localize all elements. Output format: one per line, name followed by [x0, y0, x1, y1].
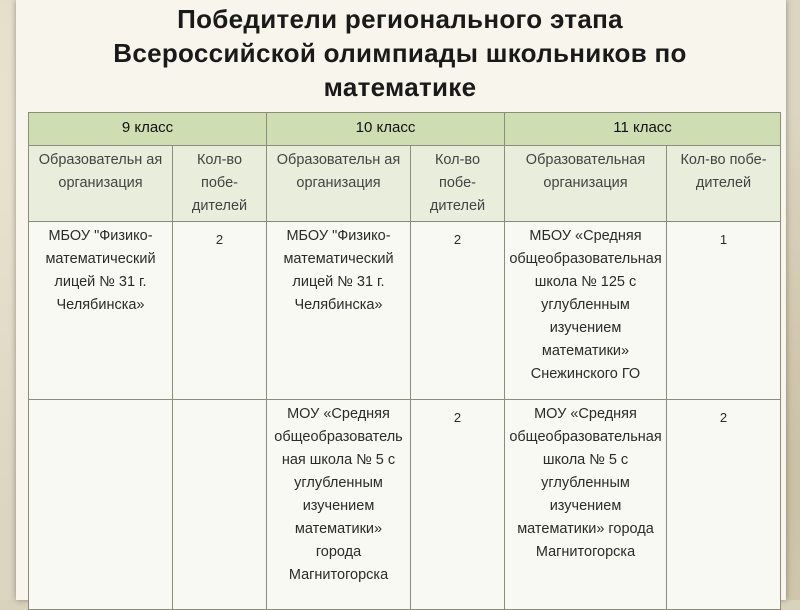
g9-org-cell: МБОУ "Физико-математический лицей № 31 г. Челябинска» — [29, 222, 173, 400]
g9-count-header: Кол-во побе-дителей — [173, 146, 267, 222]
grade-11-header: 11 класс — [505, 113, 781, 146]
g9-org-header: Образовательн ая организация — [29, 146, 173, 222]
table-row — [29, 400, 781, 610]
column-header-row — [29, 146, 781, 222]
g11-org-cell: МБОУ «Средняя общеобразовательная школа № 125 с углубленным изучением математики» Снежинского ГО — [505, 222, 667, 400]
grade-10-header: 10 класс — [267, 113, 505, 146]
table-row — [29, 222, 781, 400]
g11-count-cell: 2 — [667, 400, 781, 610]
title-line-3: математике — [323, 72, 477, 102]
slide-title — [0, 2, 800, 104]
g10-count-header: Кол-во побе-дителей — [411, 146, 505, 222]
grade-header-row — [29, 113, 781, 146]
title-line-2: Всероссийской олимпиады школьников по — [113, 38, 687, 68]
g9-org-cell — [29, 400, 173, 610]
grade-9-header: 9 класс — [29, 113, 267, 146]
g10-count-cell: 2 — [411, 222, 505, 400]
title-line-1: Победители регионального этапа — [177, 4, 623, 34]
g11-org-header: Образовательная организация — [505, 146, 667, 222]
g9-count-cell: 2 — [173, 222, 267, 400]
g11-count-cell: 1 — [667, 222, 781, 400]
g10-org-cell: МБОУ "Физико-математический лицей № 31 г. Челябинска» — [267, 222, 411, 400]
g10-count-cell: 2 — [411, 400, 505, 610]
g10-org-cell: МОУ «Средняя общеобразовательная школа № 5 с углубленным изучением математики» города Магнитогорска — [267, 400, 411, 610]
g11-org-cell: МОУ «Средняя общеобразовательная школа № 5 с углубленным изучением математики» города Магнитогорска — [505, 400, 667, 610]
g11-count-header: Кол-во побе-дителей — [667, 146, 781, 222]
g10-org-header: Образовательн ая организация — [267, 146, 411, 222]
g9-count-cell — [173, 400, 267, 610]
winners-table — [28, 112, 781, 610]
